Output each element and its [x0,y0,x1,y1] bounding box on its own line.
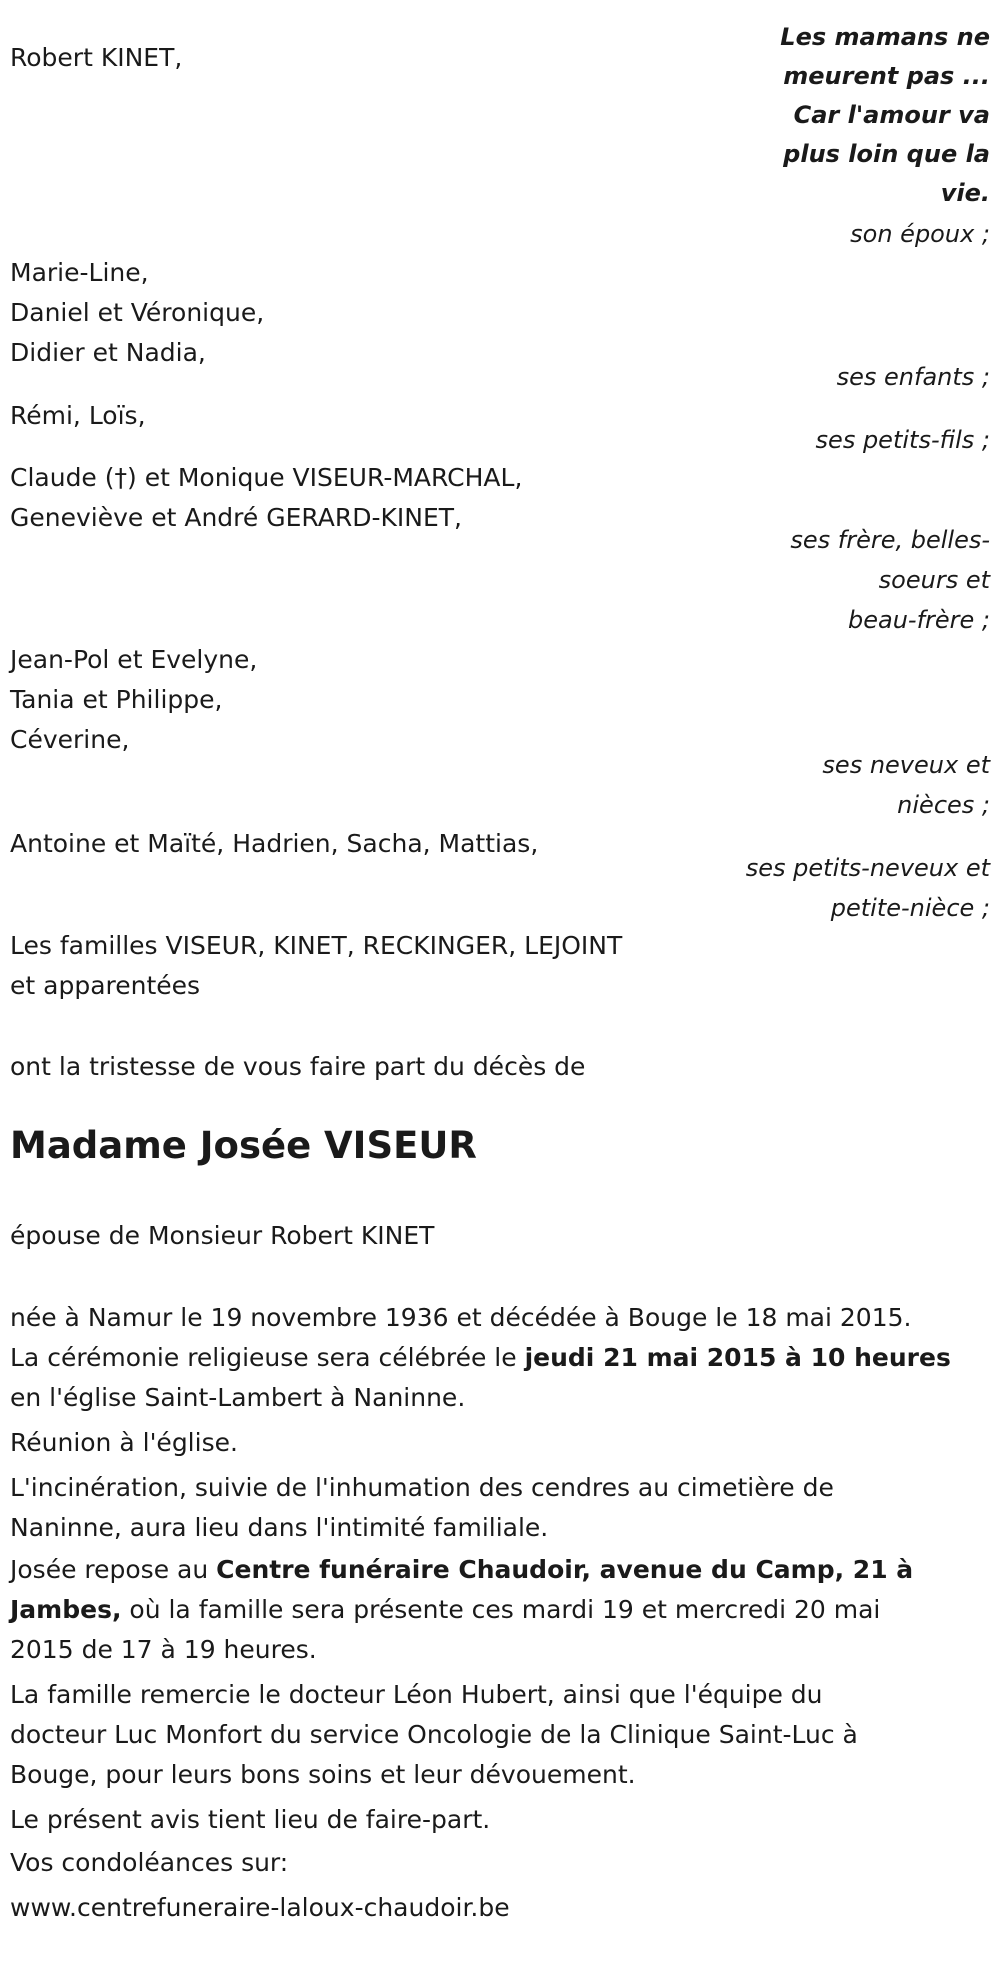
names-grand-nephews [10,824,650,864]
thanks-line: Bouge, pour leurs bons soins et leur dévouement. [10,1760,636,1789]
thanks-line: docteur Luc Monfort du service Oncologie de la Clinique Saint-Luc à [10,1720,858,1749]
thanks-line: La famille remercie le docteur Léon Hubert, ainsi que l'équipe du [10,1680,823,1709]
rest-line-3: 2015 de 17 à 19 heures. [10,1635,317,1664]
relation-line: petite-nièce ; [830,894,990,922]
ceremony-date: jeudi 21 mai 2015 à 10 heures [524,1343,951,1372]
relation-line: beau-frère ; [847,606,990,634]
birth-death: née à Namur le 19 novembre 1936 et décédée à Bouge le 18 mai 2015. [10,1303,912,1332]
relation-grand-nephews [746,848,990,928]
rest-line-1 [10,1550,985,1590]
announcement: ont la tristesse de vous faire part du décès de [10,1052,586,1081]
cremation-info [10,1468,985,1548]
names-siblings [10,458,650,538]
deceased-name: Madame Josée VISEUR [10,1124,477,1167]
rest-line-2 [10,1590,985,1630]
name-line: Marie-Line, [10,258,149,287]
website-link[interactable]: www.centrefuneraire-laloux-chaudoir.be [10,1893,510,1922]
condolences-label: Vos condoléances sur: [10,1848,289,1877]
cremation-line: Naninne, aura lieu dans l'intimité familiale. [10,1513,549,1542]
names-nephews-nieces [10,640,650,760]
relation-line: soeurs et [878,566,990,594]
relation-spouse: son époux ; [850,220,990,248]
name-line: Claude (†) et Monique VISEUR-MARCHAL, [10,463,523,492]
rest-place-2: Jambes, [10,1595,122,1624]
thanks-info [10,1675,985,1795]
relation-line: ses frère, belles- [790,526,990,554]
relation-nephews-nieces [822,745,990,825]
ceremony-line-1 [10,1338,985,1378]
rest-prefix: Josée repose au [10,1555,217,1584]
relation-children: ses enfants ; [836,363,990,391]
relation-grandchildren: ses petits-fils ; [815,426,990,454]
relation-line: nièces ; [897,791,990,819]
meeting-info: Réunion à l'église. [10,1428,238,1457]
names-grandchildren [10,396,650,436]
notice: Le présent avis tient lieu de faire-part. [10,1805,491,1834]
rest-place-1: Centre funéraire Chaudoir, avenue du Camp, 21 à [216,1555,914,1584]
motto: Les mamans ne meurent pas ... Car l'amour va plus loin que la vie. [780,23,990,207]
rest-after: où la famille sera présente ces mardi 19 et mercredi 20 mai [121,1595,881,1624]
relation-siblings [790,520,990,640]
name-line: Geneviève et André GERARD-KINET, [10,503,462,532]
ceremony-prefix: La cérémonie religieuse sera célébrée le [10,1343,525,1372]
name-line: Jean-Pol et Evelyne, [10,645,258,674]
name-line: Daniel et Véronique, [10,298,265,327]
names-spouse [10,38,650,78]
relation-line: ses petits-neveux et [745,854,990,882]
cremation-line: L'incinération, suivie de l'inhumation des cendres au cimetière de [10,1473,834,1502]
name-line: Didier et Nadia, [10,338,206,367]
name-line: Tania et Philippe, [10,685,223,714]
name-line: Rémi, Loïs, [10,401,146,430]
rest-info [10,1550,985,1670]
ceremony-place: en l'église Saint-Lambert à Naninne. [10,1383,466,1412]
name-line: Céverine, [10,725,130,754]
name-line: Les familles VISEUR, KINET, RECKINGER, LEJOINT [10,931,623,960]
names-children [10,253,650,373]
names-families [10,926,650,1006]
spouse-line: épouse de Monsieur Robert KINET [10,1221,435,1250]
relation-line: ses neveux et [822,751,990,779]
ceremony-info [10,1338,985,1418]
name-line: Antoine et Maïté, Hadrien, Sacha, Mattias, [10,829,539,858]
name-line: et apparentées [10,971,201,1000]
name-line: Robert KINET, [10,43,183,72]
